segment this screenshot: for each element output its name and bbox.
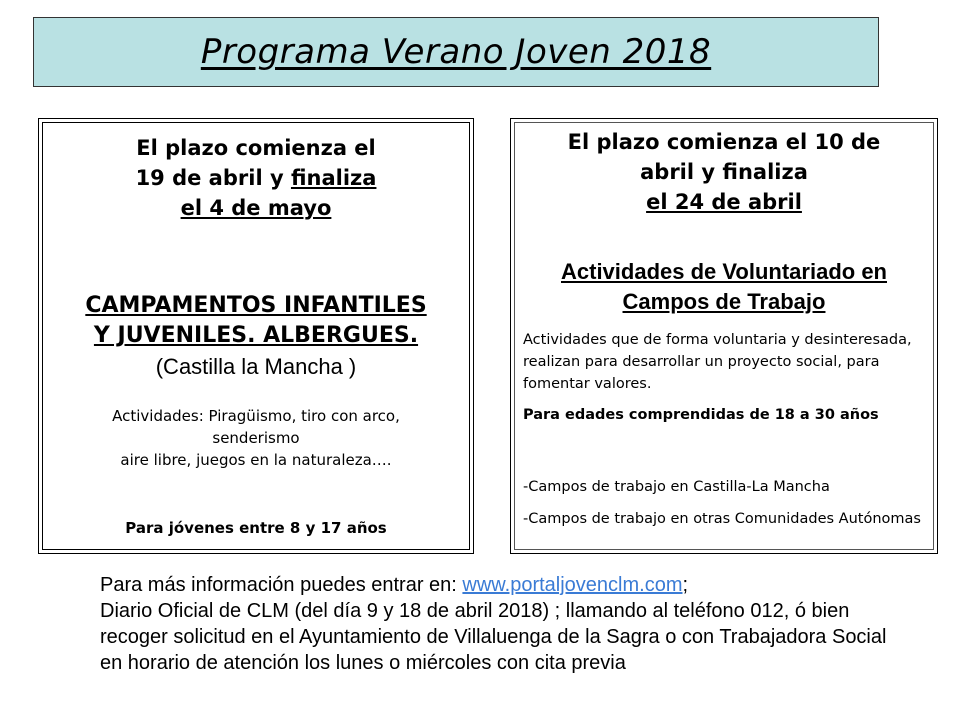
campamentos-box	[38, 118, 474, 554]
campamentos-region: (Castilla la Mancha )	[155, 354, 357, 379]
footer-intro: Para más información puedes entrar en:	[100, 574, 463, 596]
voluntariado-item-castilla: -Campos de trabajo en Castilla-La Mancha	[523, 479, 830, 495]
campamentos-actividades-line1: Actividades: Piragüismo, tiro con arco,	[112, 407, 400, 425]
campamentos-heading-line2: Y JUVENILES. ALBERGUES.	[93, 323, 419, 348]
campamentos-actividades-line2: senderismo	[212, 429, 300, 447]
campamentos-plazo-line2a: 19 de abril y	[135, 166, 291, 190]
voluntariado-box-inner	[514, 122, 934, 550]
campamentos-plazo	[43, 133, 469, 223]
campamentos-box-inner	[42, 122, 470, 550]
voluntariado-description: Actividades que de forma voluntaria y desinteresada, realizan para desarrollar un proyecto social, para fomentar valores.	[523, 332, 912, 392]
campamentos-actividades	[43, 405, 469, 471]
footer-after-link: ;	[682, 574, 689, 596]
voluntariado-item-otras: -Campos de trabajo en otras Comunidades Autónomas	[523, 511, 921, 527]
voluntariado-edades: Para edades comprendidas de 18 a 30 años	[523, 407, 879, 423]
voluntariado-heading-line1: Actividades de Voluntariado en	[561, 259, 887, 284]
footer-rest: Diario Oficial de CLM (del día 9 y 18 de abril 2018) ; llamando al teléfono 012, ó bien recoger solicitud en el Ayuntamiento de Villaluenga de la Sagra o con Trabajadora Social en horario de atención los lunes o miércoles con cita previa	[100, 600, 887, 674]
voluntariado-plazo-line1: El plazo comienza el 10 de	[567, 130, 881, 154]
voluntariado-box	[510, 118, 938, 554]
voluntariado-plazo-line3	[515, 187, 933, 217]
campamentos-heading	[43, 291, 469, 351]
page-title: Programa Verano Joven 2018	[200, 32, 712, 72]
voluntariado-plazo-line3-text: el 24 de abril	[646, 190, 802, 214]
campamentos-edades: Para jóvenes entre 8 y 17 años	[125, 519, 387, 537]
campamentos-plazo-line3: el 4 de mayo	[180, 196, 332, 220]
voluntariado-plazo-line2: abril y finaliza	[640, 160, 808, 184]
campamentos-plazo-line2	[43, 163, 469, 193]
campamentos-plazo-line1: El plazo comienza el	[136, 136, 376, 160]
campamentos-heading-line1: CAMPAMENTOS INFANTILES	[85, 293, 427, 318]
voluntariado-plazo	[515, 127, 933, 217]
campamentos-plazo-line2b: finaliza	[290, 166, 377, 190]
title-banner	[33, 17, 879, 87]
voluntariado-heading-line2: Campos de Trabajo	[622, 289, 826, 314]
campamentos-actividades-line3: aire libre, juegos en la naturaleza….	[120, 451, 392, 469]
portal-joven-link[interactable]: www.portaljovenclm.com	[462, 574, 683, 596]
footer-info	[100, 572, 900, 676]
voluntariado-heading	[515, 257, 933, 317]
